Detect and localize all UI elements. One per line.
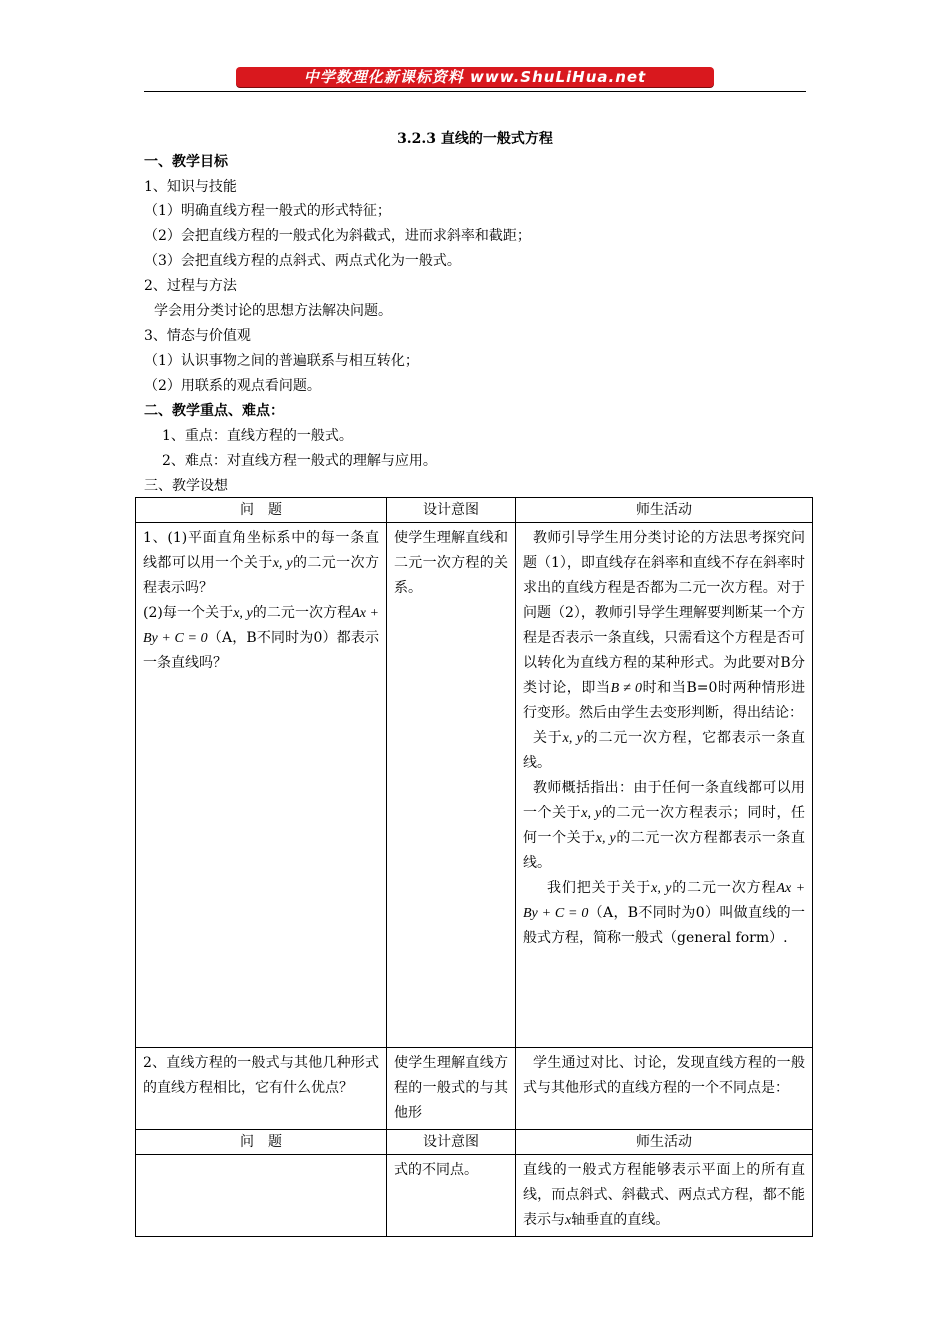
intent-cell: 使学生理解直线方程的一般式的与其他形 [387,1048,516,1130]
section-heading: 二、教学重点、难点： [144,403,284,419]
math-vars: x, y [651,881,672,896]
column-header-intent: 设计意图 [387,1130,516,1155]
section-heading: 一、教学目标 [144,154,228,170]
section-heading: 三、教学设想 [144,478,228,494]
math-vars: x, y [233,606,253,621]
intent-cell: 使学生理解直线和二元一次方程的关系。 [387,523,516,1048]
list-item: 1、重点：直线方程的一般式。 [162,428,353,444]
list-item: 学会用分类讨论的思想方法解决问题。 [154,303,392,319]
math-equation: Ax + By + C = 0 [143,606,379,646]
text: (2)每一个关于 [143,605,234,621]
text: （A，B不同时为0）叫做直线的一般式方程，简称一般式（general form）. [523,905,805,946]
site-banner: 中学数理化新课标资料 www.ShuLiHua.net [236,67,714,87]
subsection-heading: 2、过程与方法 [144,278,237,294]
question-cell [136,523,387,1048]
list-item: （2）用联系的观点看问题。 [144,378,321,394]
math-vars: x, y [595,831,616,846]
text: 的二元一次方程表示吗？ [143,555,380,596]
text: 轴垂直的直线。 [571,1212,670,1228]
text: 的二元一次方程，它都表示一条直线。 [523,730,806,771]
table-row [136,1155,813,1237]
activity-cell: 学生通过对比、讨论，发现直线方程的一般式与其他形式的直线方程的一个不同点是： [516,1048,813,1130]
column-header-question: 问 题 [136,498,387,523]
text: 的二元一次方程表示；同时，任何一个关于 [523,805,806,846]
text: 我们把关于关于 [547,880,652,896]
math-var: x [565,1213,572,1228]
list-item: （2）会把直线方程的一般式化为斜截式，进而求斜率和截距； [144,228,531,244]
subsection-heading: 3、情态与价值观 [144,328,251,344]
question-cell: 2、直线方程的一般式与其他几种形式的直线方程相比，它有什么优点？ [136,1048,387,1130]
table-row [136,1048,813,1130]
table-header-row [136,498,813,523]
math-equation: B ≠ 0 [610,681,643,696]
subsection-heading: 1、知识与技能 [144,179,237,195]
text: 教师引导学生用分类讨论的方法思考探究问题（1），即直线存在斜率和直线不存在斜率时求出的直线方程是否都为二元一次方程。对于问题（2），教师引导学生理解要判断某一个方程是否表示一条直线，只需看这个方程是否可以转化为直线方程的某种形式。为此要对B分类讨论，即当 [523,530,805,696]
page-title: 3.2.3 直线的一般式方程 [397,131,553,147]
column-header-intent: 设计意图 [387,498,516,523]
math-vars: x, y [562,731,583,746]
text: 直线的一般式方程能够表示平面上的所有直线，而点斜式、斜截式、两点式方程，都不能表示与 [523,1162,805,1228]
text: 的二元一次方程 [252,605,352,621]
text: 的二元一次方程 [671,880,777,896]
column-header-activity: 师生活动 [516,498,813,523]
list-item: （1）明确直线方程一般式的形式特征； [144,203,391,219]
question-cell [136,1155,387,1237]
list-item: （3）会把直线方程的点斜式、两点式化为一般式。 [144,253,461,269]
list-item: （1）认识事物之间的普遍联系与相互转化； [144,353,419,369]
math-vars: x, y [272,556,293,571]
column-header-question: 问 题 [136,1130,387,1155]
header-rule [144,91,806,92]
math-vars: x, y [581,806,602,821]
column-header-activity: 师生活动 [516,1130,813,1155]
text: 教师概括指出：由于任何一条直线都可以用一个关于 [523,780,805,821]
table-row [136,523,813,1048]
intent-cell: 式的不同点。 [387,1155,516,1237]
math-equation: Ax + By + C = 0 [523,881,806,921]
activity-cell [516,1155,813,1237]
lesson-design-table [135,497,813,1237]
text: 时和当B=0时两种情形进行变形。然后由学生去变形判断，得出结论： [523,680,805,721]
activity-cell [516,523,813,1048]
table-header-row [136,1130,813,1155]
text: 关于 [533,730,563,746]
text: 1、(1)平面直角坐标系中的每一条直线都可以用一个关于 [143,530,379,571]
list-item: 2、难点：对直线方程一般式的理解与应用。 [162,453,437,469]
text: 的二元一次方程都表示一条直线。 [523,830,805,871]
text: （A，B不同时为0）都表示一条直线吗？ [143,630,380,671]
